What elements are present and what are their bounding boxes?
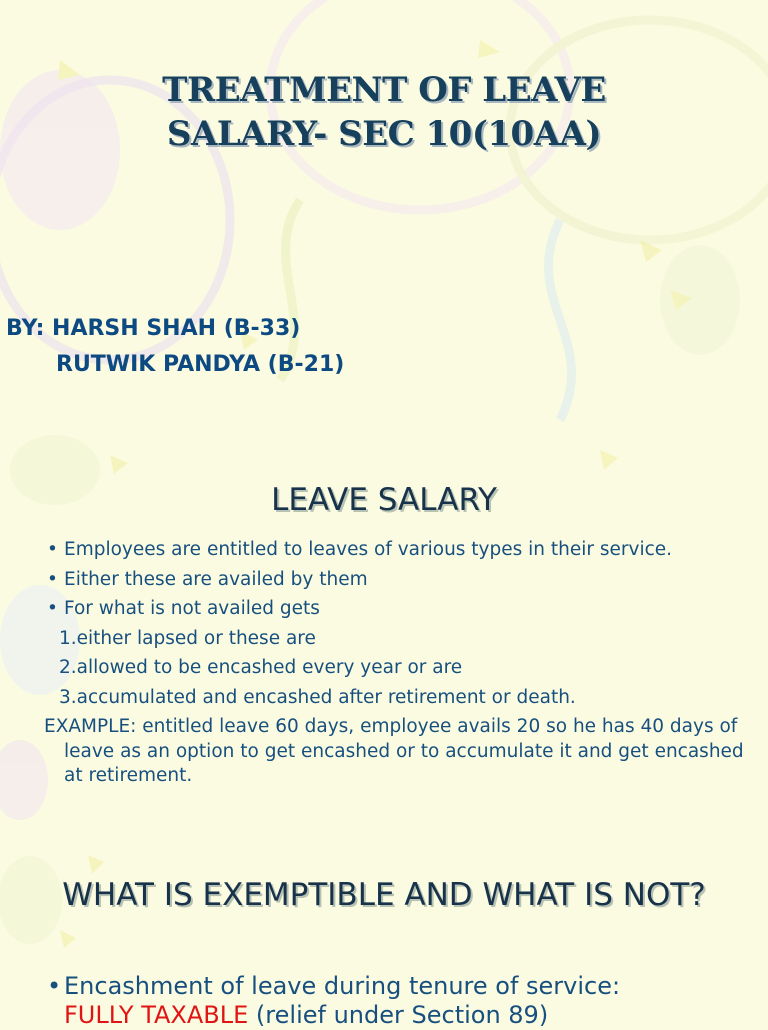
authors-block bbox=[6, 311, 344, 383]
title-line-2: SALARY- SEC 10(10AA) bbox=[166, 114, 602, 154]
slide-heading-leave-salary: LEAVE SALARY bbox=[271, 482, 497, 518]
leave-salary-body bbox=[44, 538, 744, 789]
exemption-body bbox=[44, 972, 744, 1030]
bullet-item bbox=[44, 972, 744, 1030]
bullet-item: • Employees are entitled to leaves of various types in their service. bbox=[44, 538, 744, 563]
title-line-1: TREATMENT OF LEAVE bbox=[162, 70, 606, 110]
numbered-item: 1.either lapsed or these are bbox=[59, 627, 316, 649]
numbered-item: 2.allowed to be encashed every year or are bbox=[59, 657, 463, 678]
example-text: EXAMPLE: entitled leave 60 days, employee avails 20 so he has 40 days of leave as an option to get encashed or to accumulate it and get encashed at retirement. bbox=[44, 716, 744, 786]
bullet-item: • For what is not availed gets bbox=[44, 597, 744, 622]
author-2: RUTWIK PANDYA (B-21) bbox=[56, 352, 345, 377]
bullet-text: Encashment of leave during tenure of service: bbox=[64, 972, 621, 1000]
bullet-item: • Either these are availed by them bbox=[44, 568, 744, 593]
author-1: BY: HARSH SHAH (B-33) bbox=[6, 316, 301, 341]
slide-heading-exemptible: WHAT IS EXEMPTIBLE AND WHAT IS NOT? bbox=[62, 877, 706, 913]
bullet-suffix: (relief under Section 89) bbox=[248, 1001, 549, 1029]
presentation-title bbox=[0, 68, 768, 156]
numbered-item: 3.accumulated and encashed after retirement or death. bbox=[59, 686, 576, 708]
fully-taxable-highlight: FULLY TAXABLE bbox=[64, 1001, 249, 1029]
